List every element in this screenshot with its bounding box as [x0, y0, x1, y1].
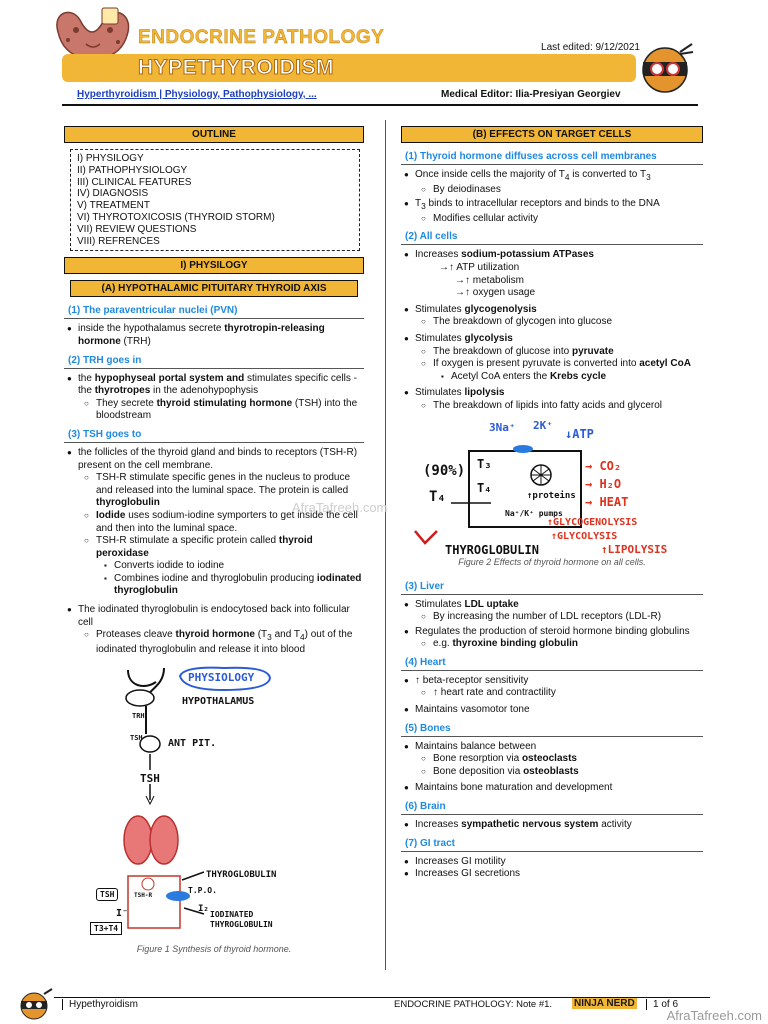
subheading-pvn: (1) The paraventricular nuclei (PVN) — [64, 303, 364, 319]
list-subitem: ○ Bone deposition via osteoblasts — [421, 766, 703, 779]
list-item: ● Increases sympathetic nervous system activity — [401, 819, 703, 832]
subheading-tsh: (3) TSH goes to — [64, 427, 364, 443]
list-item: ● the hypophyseal portal system and stimulates specific cells - the thyrotropes in the adenohypophysis ○ They secrete thyroid stimulating hormone (TSH) into the bloodstream — [64, 373, 364, 423]
outline-item[interactable]: IV) DIAGNOSIS — [77, 188, 149, 200]
fig1-label-ant-pit: ANT PIT. — [168, 738, 217, 750]
tsh-list — [64, 447, 364, 657]
left-column — [64, 126, 364, 956]
list-subitem: ○ Modifies cellular activity — [421, 213, 703, 226]
figure-2-effects — [401, 417, 703, 567]
list-item: ● Stimulates glycolysis ○ The breakdown of glucose into pyruvate ○ If oxygen is present pyruvate is converted into acetyl CoA ▪ Acetyl CoA enters the Krebs cycle — [401, 333, 703, 383]
fig2-label-t4-inner: T₄ — [477, 480, 492, 495]
list-subsubitem: ▪ Converts iodide to iodine — [104, 560, 364, 573]
fig1-label-tpo: T.P.O. — [188, 886, 217, 896]
fig2-label-na: 3Na⁺ — [489, 420, 516, 434]
footer-topic: Hypethyroidism — [62, 999, 138, 1010]
watermark-footer: AfraTafreeh.com — [666, 1008, 762, 1023]
section-heading-physiology: I) PHYSILOGY — [64, 257, 364, 274]
outline-heading: OUTLINE — [64, 126, 364, 143]
outline-list — [70, 149, 360, 251]
fig2-label-pumps: Na⁺/K⁺ pumps — [505, 508, 563, 518]
list-item: ● Regulates the production of steroid hormone binding globulins ○ e.g. thyroxine binding globulin — [401, 626, 703, 651]
list-subitem: ○ Bone resorption via osteoclasts — [421, 753, 703, 766]
fig2-label-glycolysis: ↑GLYCOLYSIS — [551, 530, 618, 542]
header-divider — [62, 104, 698, 106]
list-item: ● Maintains bone maturation and development — [401, 782, 703, 795]
list-subitem: ○ The breakdown of glucose into pyruvate — [421, 346, 703, 359]
list-subitem: ○ They secrete thyroid stimulating hormone (TSH) into the bloodstream — [84, 398, 364, 423]
subheading-all-cells: (2) All cells — [401, 229, 703, 245]
diffuse-list — [401, 169, 703, 225]
right-column — [401, 126, 703, 883]
list-item: ● inside the hypothalamus secrete thyrotropin-releasing hormone (TRH) — [64, 323, 364, 348]
watermark-center: AfraTafreeh.com — [292, 500, 388, 515]
section-heading-target-cells: (B) EFFECTS ON TARGET CELLS — [401, 126, 703, 143]
subheading-trh: (2) TRH goes in — [64, 353, 364, 369]
subheading-diffuse: (1) Thyroid hormone diffuses across cell membranes — [401, 149, 703, 165]
outline-item[interactable]: VI) THYROTOXICOSIS (THYROID STORM) — [77, 211, 275, 223]
outline-item[interactable]: III) CLINICAL FEATURES — [77, 176, 192, 188]
outline-item[interactable]: VII) REVIEW QUESTIONS — [77, 223, 197, 235]
fig2-label-proteins: ↑proteins — [527, 490, 576, 501]
outline-item[interactable]: V) TREATMENT — [77, 200, 150, 212]
subsection-heading-axis: (A) HYPOTHALAMIC PITUITARY THYROID AXIS — [70, 280, 358, 297]
fig1-label-iodinated-2: THYROGLOBULIN — [210, 920, 273, 930]
ninja-mascot-footer-icon — [14, 986, 54, 1020]
list-item: ● Stimulates lipolysis ○ The breakdown of lipids into fatty acids and glycerol — [401, 387, 703, 412]
ninja-mascot-logo — [636, 38, 694, 94]
list-item: ● ↑ beta-receptor sensitivity ○ ↑ heart rate and contractility — [401, 675, 703, 700]
list-item: ● Increases GI motility — [401, 856, 703, 869]
footer-note: ENDOCRINE PATHOLOGY: Note #1. — [394, 999, 553, 1010]
subheading-gi-tract: (7) GI tract — [401, 836, 703, 852]
list-item: ● Maintains balance between ○ Bone resorption via osteoclasts ○ Bone deposition via osteoblasts — [401, 741, 703, 779]
fig2-label-percent: (90%) — [423, 462, 466, 479]
figure-1-synthesis — [64, 664, 364, 956]
list-subitem: ○ The breakdown of lipids into fatty acids and glycerol — [421, 400, 703, 413]
fig2-label-t4: T₄ — [429, 488, 446, 505]
outline-item[interactable]: I) PHYSILOGY — [77, 153, 144, 164]
list-item: ● Increases sodium-potassium ATPases →↑ ATP utilization →↑ metabolism →↑ oxygen usage — [401, 249, 703, 299]
list-subitem: ○ TSH-R stimulate specific genes in the nucleus to produce and released into the luminal space. The protein is called thyroglobulin — [84, 472, 364, 510]
list-item: ● Increases GI secretions — [401, 868, 703, 881]
footer-brand-logo: NINJA NERD — [574, 998, 635, 1009]
fig1-label-hypothalamus: HYPOTHALAMUS — [182, 696, 255, 708]
figure-2-caption: Figure 2 Effects of thyroid hormone on all cells. — [458, 556, 646, 567]
page-title: HYPETHYROIDISM — [138, 56, 335, 79]
fig1-label-thyroglobulin: THYROGLOBULIN — [206, 870, 277, 881]
subheading-bones: (5) Bones — [401, 721, 703, 737]
heart-list — [401, 675, 703, 717]
medical-editor: Medical Editor: Ilia-Presiyan Georgiev — [441, 89, 621, 100]
figure-1-caption: Figure 1 Synthesis of thyroid hormone. — [136, 944, 292, 955]
subheading-heart: (4) Heart — [401, 655, 703, 671]
fig2-label-lipolysis: ↑LIPOLYSIS — [601, 542, 668, 556]
fig1-label-tsh-r: TSH-R — [134, 892, 153, 900]
fig2-label-heat: → HEAT — [585, 494, 629, 509]
topic-video-link[interactable]: Hyperthyroidism | Physiology, Pathophysiology, ... — [77, 89, 317, 100]
fig2-label-k: 2K⁺ — [533, 418, 553, 432]
list-subitem: ○ By deiodinases — [421, 184, 703, 197]
fig1-label-iodinated: IODINATED — [210, 910, 254, 920]
fig1-label-tsh: TSH — [140, 772, 160, 786]
arrow-line: →↑ oxygen usage — [455, 287, 536, 299]
trh-list — [64, 373, 364, 423]
fig2-label-h2o: → H₂O — [585, 476, 622, 491]
arrow-line: →↑ metabolism — [455, 274, 524, 286]
fig2-label-atp: ↓ATP — [565, 426, 594, 441]
all-cells-list — [401, 249, 703, 412]
fig1-label-iodide: I⁻ — [116, 908, 129, 920]
fig2-label-glycogenolysis: ↑GLYCOGENOLYSIS — [547, 516, 638, 528]
fig1-label-physiology: PHYSIOLOGY — [188, 671, 255, 685]
list-subsubitem: ▪ Combines iodine and thyroglobulin producing iodinated thyroglobulin — [104, 573, 364, 598]
list-subitem: ○ Proteases cleave thyroid hormone ($T_3$ and $T_4$) out of the iodinated thyroglobulin and release it into blood — [84, 629, 364, 656]
page-number: 1 of 6 — [646, 999, 678, 1010]
gi-list — [401, 856, 703, 881]
list-item: ● the follicles of the thyroid gland and binds to receptors (TSH-R) present on the cell membrane. ○ TSH-R stimulate specific genes in the nucleus to produce and released into the luminal space. The protein is called thyroglobulin ○ Iodide uses sodium-iodine symporters to get inside the cell and then into the luminal space. ○ TSH-R stimulate a specific protein called thyroid peroxidase ▪ Converts iodide to iodine ▪ Combines iodine and thyroglobulin producing iodinated thyroglobulin — [64, 447, 364, 598]
list-subitem: ○ TSH-R stimulate a specific protein called thyroid peroxidase ▪ Converts iodide to iodine ▪ Combines iodine and thyroglobulin producing iodinated thyroglobulin — [84, 535, 364, 598]
column-divider — [385, 120, 386, 970]
outline-item[interactable]: II) PATHOPHYSIOLOGY — [77, 164, 188, 176]
arrow-line: →↑ ATP utilization — [439, 261, 520, 273]
subheading-liver: (3) Liver — [401, 579, 703, 595]
pvn-list — [64, 323, 364, 348]
list-item: ● Once inside cells the majority of $T_4$ is converted to $T_3$ ○ By deiodinases — [401, 169, 703, 196]
bones-list — [401, 741, 703, 795]
subheading-brain: (6) Brain — [401, 799, 703, 815]
liver-list — [401, 599, 703, 651]
fig2-label-co2: → CO₂ — [585, 458, 622, 473]
list-item: ● $T_3$ binds to intracellular receptors and binds to the DNA ○ Modifies cellular activity — [401, 198, 703, 225]
fig1-label-trh: TRH — [132, 712, 145, 721]
list-subitem: ○ If oxygen is present pyruvate is converted into acetyl CoA ▪ Acetyl CoA enters the Krebs cycle — [421, 358, 703, 383]
fig2-label-thyroglobulin: THYROGLOBULIN — [445, 542, 539, 557]
list-item: ● Stimulates glycogenolysis ○ The breakdown of glycogen into glucose — [401, 304, 703, 329]
list-subitem: ○ Iodide uses sodium-iodine symporters to get inside the cell and then into the luminal space. — [84, 510, 364, 535]
fig1-label-iodine: I₂ — [198, 904, 209, 915]
last-edited: Last edited: 9/12/2021 — [541, 42, 640, 53]
fig1-label-tsh-small: TSH — [130, 734, 143, 743]
fig1-label-t3t4: T3+T4 — [90, 922, 122, 935]
list-subitem: ○ ↑ heart rate and contractility — [421, 687, 703, 700]
fig2-label-t3: T₃ — [477, 456, 492, 471]
list-item: ● Maintains vasomotor tone — [401, 704, 703, 717]
outline-item[interactable]: VIII) REFRENCES — [77, 235, 160, 247]
fig1-label-tsh-box: TSH — [96, 888, 118, 901]
list-item: ● The iodinated thyroglobulin is endocytosed back into follicular cell ○ Proteases cleave thyroid hormone ($T_3$ and $T_4$) out of the iodinated thyroglobulin and release it into blood — [64, 604, 364, 656]
list-subitem: ○ e.g. thyroxine binding globulin — [421, 638, 703, 651]
list-subsubitem: ▪ Acetyl CoA enters the Krebs cycle — [441, 371, 703, 384]
list-item: ● Stimulates LDL uptake ○ By increasing the number of LDL receptors (LDL-R) — [401, 599, 703, 624]
list-subitem: ○ The breakdown of glycogen into glucose — [421, 316, 703, 329]
brain-list — [401, 819, 703, 832]
category-title: ENDOCRINE PATHOLOGY — [138, 27, 385, 48]
list-subitem: ○ By increasing the number of LDL receptors (LDL-R) — [421, 611, 703, 624]
